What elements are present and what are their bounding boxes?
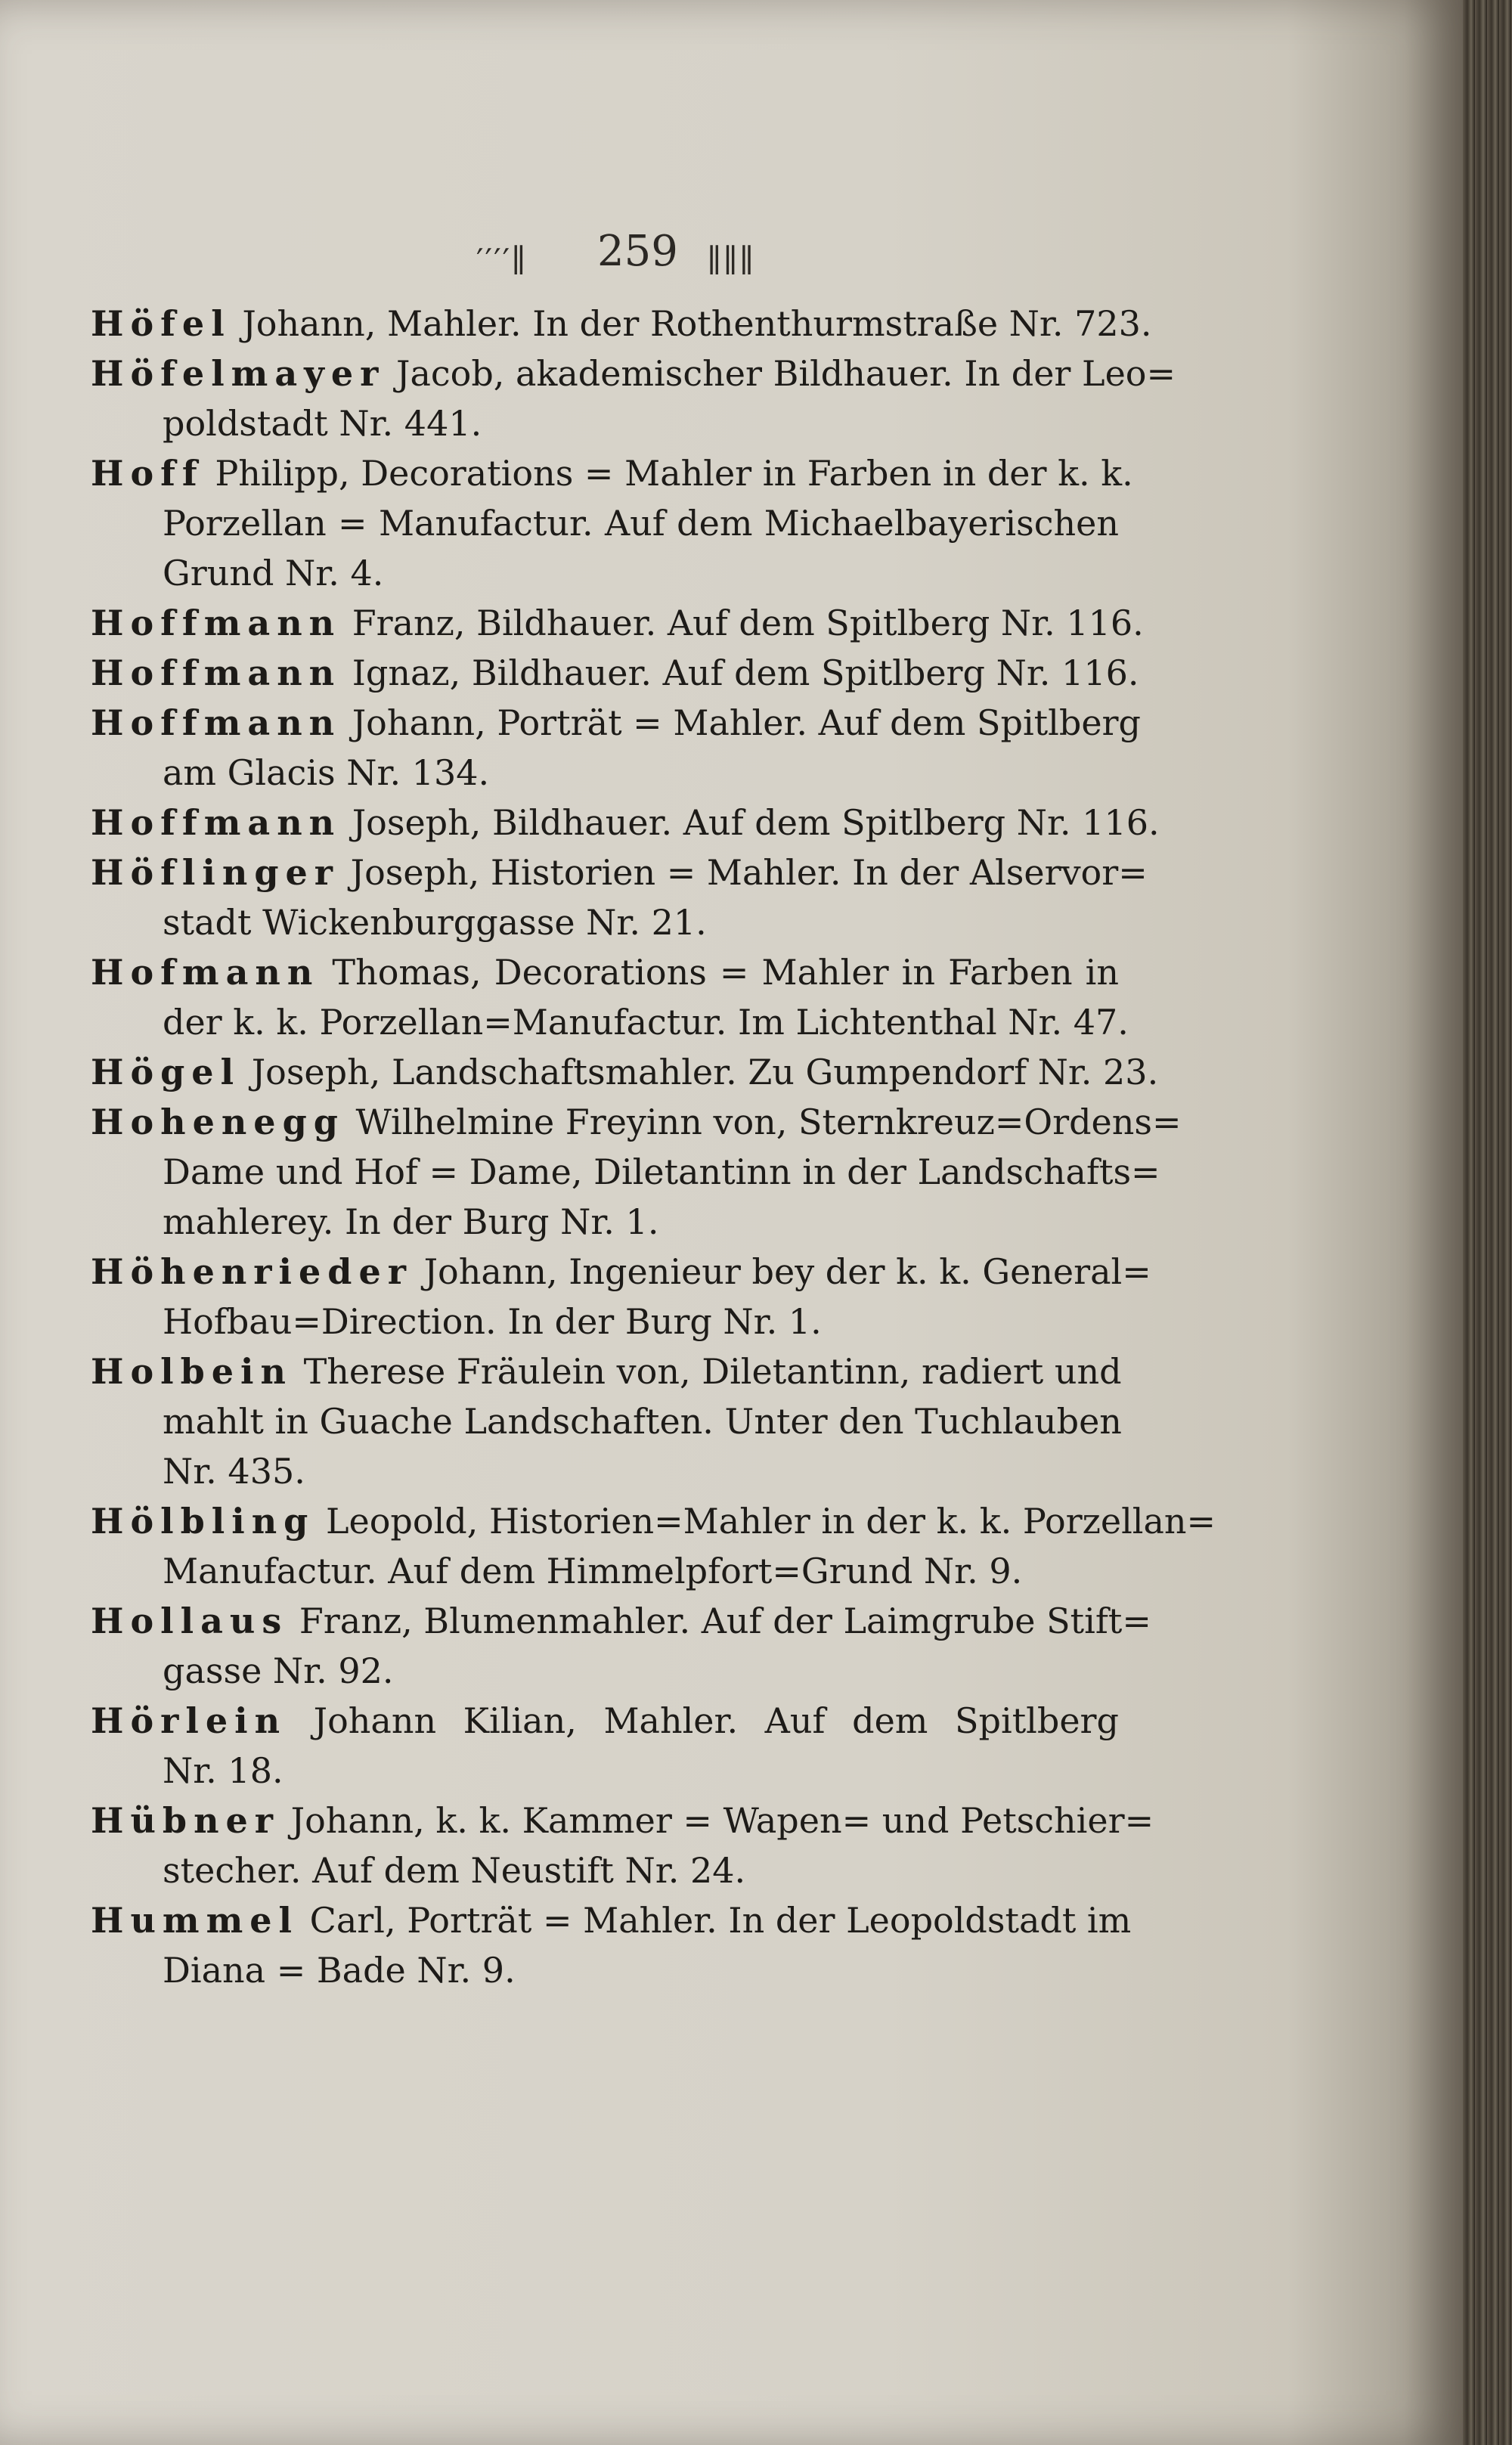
entry-text: Ignaz, Bildhauer. Auf dem Spitlberg Nr. 116. (352, 652, 1139, 693)
entry-line (0, 1646, 1119, 1696)
entry-text: Diana = Bade Nr. 9. (163, 1950, 516, 1991)
list-item (0, 648, 1285, 698)
entry-text: Thomas, Decorations = Mahler in Farben in (332, 952, 1119, 993)
entry-text: Johann, Mahler. In der Rothenthurmstraße Nr. 723. (242, 303, 1152, 344)
entry-line (0, 1297, 1119, 1346)
entry-text: Grund Nr. 4. (163, 553, 384, 593)
entry-line (0, 1796, 1154, 1845)
entry-text: Nr. 435. (163, 1451, 305, 1492)
entry-text: Joseph, Landschaftsmahler. Zu Gumpendorf Nr. 23. (251, 1052, 1159, 1092)
entry-name: Hummel (91, 1900, 299, 1941)
header-ornament-right: ∥∥∥ (707, 242, 756, 279)
entry-line (0, 897, 1119, 947)
list-item (0, 1496, 1285, 1596)
entry-name: Hollaus (91, 1601, 289, 1641)
entry-text: Carl, Porträt = Mahler. In der Leopoldstadt im (309, 1900, 1132, 1941)
entry-text: Johann Kilian, Mahler. Auf dem Spitlberg (313, 1700, 1119, 1741)
page-number: 259 (597, 227, 678, 276)
entry-line (0, 1546, 1119, 1596)
entry-name: Hoff (91, 453, 204, 494)
list-item (0, 299, 1285, 349)
entry-line (0, 1446, 1119, 1496)
entry-name: Hoffmann (91, 652, 342, 693)
entry-line (0, 299, 1152, 349)
entry-line (0, 598, 1144, 648)
entry-text: Philipp, Decorations = Mahler in Farben in der k. k. (215, 453, 1133, 494)
entry-line (0, 848, 1148, 897)
entry-text: Joseph, Bildhauer. Auf dem Spitlberg Nr. 116. (352, 802, 1160, 843)
entry-text: mahlerey. In der Burg Nr. 1. (163, 1201, 659, 1242)
entry-name: Hoffmann (91, 802, 342, 843)
entry-text: Nr. 18. (163, 1750, 284, 1791)
list-item (0, 1346, 1285, 1496)
entry-text: Dame und Hof = Dame, Diletantinn in der Landschafts= (163, 1151, 1160, 1192)
entry-text: poldstadt Nr. 441. (163, 403, 482, 444)
entry-name: Hofmann (91, 952, 320, 993)
entry-line (0, 1147, 1160, 1197)
entry-line (0, 1696, 1119, 1746)
header-ornament-left: ′′′′∥ (476, 242, 528, 279)
entry-text: mahlt in Guache Landschaften. Unter den Tuchlauben (163, 1401, 1122, 1442)
entry-line (0, 1396, 1122, 1446)
entry-line (0, 349, 1176, 398)
entry-text: Johann, Ingenieur bey der k. k. General= (423, 1251, 1151, 1292)
entry-name: Höfelmayer (91, 353, 386, 394)
list-item (0, 1247, 1285, 1346)
entry-text: Wilhelmine Freyinn von, Sternkreuz=Ordens= (355, 1102, 1182, 1142)
list-item (0, 349, 1285, 448)
entry-line (0, 1746, 1119, 1796)
entry-text: gasse Nr. 92. (163, 1650, 394, 1691)
list-item (0, 698, 1285, 798)
list-item (0, 848, 1285, 947)
list-item (0, 1796, 1285, 1895)
entry-line (0, 498, 1119, 548)
entry-line (0, 997, 1129, 1047)
entry-line (0, 1945, 1119, 1995)
entry-text: stecher. Auf dem Neustift Nr. 24. (163, 1850, 746, 1891)
entry-text: Johann, Porträt = Mahler. Auf dem Spitlberg (352, 702, 1141, 743)
entry-line (0, 698, 1141, 748)
entry-text: stadt Wickenburggasse Nr. 21. (163, 902, 707, 943)
list-item (0, 448, 1285, 598)
entry-line (0, 1097, 1182, 1147)
entry-line (0, 648, 1139, 698)
entry-name: Högel (91, 1052, 241, 1092)
entry-line (0, 748, 1119, 798)
list-item (0, 1097, 1285, 1247)
list-item (0, 947, 1285, 1047)
entry-name: Hohenegg (91, 1102, 345, 1142)
entry-text: Johann, k. k. Kammer = Wapen= und Petschier= (290, 1800, 1154, 1841)
list-item (0, 1696, 1285, 1796)
entry-name: Höflinger (91, 852, 339, 893)
entry-line (0, 1895, 1132, 1945)
entry-line (0, 1047, 1159, 1097)
entry-text: der k. k. Porzellan=Manufactur. Im Lichtenthal Nr. 47. (163, 1002, 1129, 1043)
entry-line (0, 1596, 1151, 1646)
entry-text: Franz, Blumenmahler. Auf der Laimgrube Stift= (299, 1601, 1151, 1641)
entry-text: Hofbau=Direction. In der Burg Nr. 1. (163, 1301, 822, 1342)
entry-line (0, 798, 1160, 848)
page-edge (1463, 0, 1512, 2445)
entry-line (0, 548, 1119, 598)
entry-name: Hoffmann (91, 702, 342, 743)
entry-text: Porzellan = Manufactur. Auf dem Michaelbayerischen (163, 503, 1119, 544)
entry-line (0, 1197, 1119, 1247)
entry-name: Höfel (91, 303, 231, 344)
list-item (0, 798, 1285, 848)
entry-line (0, 398, 1119, 448)
entry-text: Jacob, akademischer Bildhauer. In der Leo= (396, 353, 1176, 394)
entry-line (0, 1346, 1122, 1396)
entry-name: Holbein (91, 1351, 293, 1392)
list-item (0, 1047, 1285, 1097)
entry-line (0, 1845, 1119, 1895)
entry-text: Franz, Bildhauer. Auf dem Spitlberg Nr. 116. (352, 603, 1144, 643)
list-item (0, 1596, 1285, 1696)
entry-line (0, 1247, 1151, 1297)
entry-text: Leopold, Historien=Mahler in der k. k. Porzellan= (325, 1501, 1216, 1542)
entry-line (0, 448, 1133, 498)
entry-name: Hübner (91, 1800, 280, 1841)
list-item (0, 598, 1285, 648)
entry-list (0, 299, 1285, 1995)
list-item (0, 1895, 1285, 1995)
entry-name: Hoffmann (91, 603, 342, 643)
page-header (0, 227, 1285, 295)
entry-line (0, 1496, 1216, 1546)
entry-text: Joseph, Historien = Mahler. In der Alservor= (350, 852, 1148, 893)
entry-name: Höhenrieder (91, 1251, 413, 1292)
entry-name: Hörlein (91, 1700, 287, 1741)
entry-text: am Glacis Nr. 134. (163, 752, 490, 793)
entry-name: Hölbling (91, 1501, 315, 1542)
entry-line (0, 947, 1119, 997)
entry-text: Therese Fräulein von, Diletantinn, radiert und (303, 1351, 1122, 1392)
entry-text: Manufactur. Auf dem Himmelpfort=Grund Nr. 9. (163, 1551, 1023, 1591)
